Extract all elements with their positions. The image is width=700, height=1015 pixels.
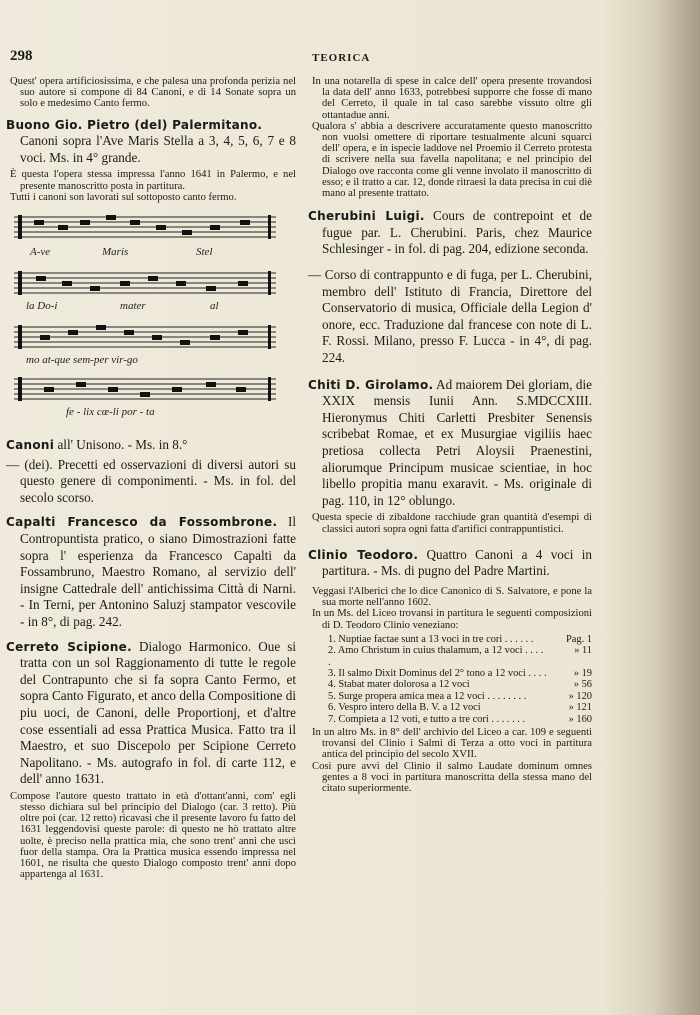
clinio-note-4: Così pure avvi del Clinio il salmo Laudate dominum omnes gentes a 8 voci in partitura manoscritta della stessa mano del citato superiormente.	[312, 760, 592, 794]
right-column	[308, 76, 592, 794]
clinio-note-1: Veggasi l'Alberici che lo dice Canonico di S. Salvatore, e pone la sua morte nell'anno 1602.	[312, 585, 592, 609]
lyric-5: mater	[120, 300, 146, 312]
list-item	[328, 634, 592, 645]
clinio-note-3: In un altro Ms. in 8° dell' archivio del Liceo a car. 109 e seguenti trovansi del Clinio i Salmi di Terza a otto voci in partitura antica del principio del secolo XVII.	[312, 726, 592, 761]
staff-2	[14, 273, 276, 293]
list-item	[328, 679, 592, 690]
entry-cherubini-2: — Corso di contrappunto e di fuga, per L. Cherubini, membro dell' Istituto di Francia, Direttore del Conservatorio di musica, Officiale della Legion d' onore, ecc. Traduzione dal francese con note di L. F. Rossi. Milano, presso F. Lucca - in 4°, di pag. 224.	[308, 267, 592, 365]
list-item-title: 2. Amo Christum in cuius thalamum, a 12 voci . . . . .	[328, 645, 544, 668]
list-item	[328, 645, 592, 668]
entry-heading: Cherubini Luigi.	[308, 209, 425, 224]
list-item	[328, 702, 592, 713]
entry-heading: Chiti D. Girolamo.	[308, 377, 434, 392]
list-item-page: » 121	[568, 702, 592, 714]
entry-body: Il Contropuntista pratico, o siano Dimostrazioni fatte sopra l' esperienza da Francesco Capalti da Fossambruno, Maestro Romano, al servizio dell' insigne Cattedrale dell' antichissima Città di Narni. - In Terni, per Antonino Saluzj stampator vescovile - in 8°, di pag. 242.	[20, 514, 296, 629]
lyric-4: la Do-i	[26, 300, 58, 312]
entry-canoni	[6, 437, 296, 454]
page-number: 298	[10, 48, 33, 64]
lyric-8: fe - lix cœ-li por - ta	[66, 406, 155, 418]
entry-cherubini	[308, 208, 592, 258]
intro-note: Quest' opera artificiosissima, e che palesa una profonda perizia nel suo autore si compone di 84 Canoni, e di 14 Sonate sopra un solo e medesimo Canto fermo.	[10, 76, 296, 110]
lyric-7: mo at-que sem-per vir-go	[26, 354, 138, 366]
list-item-page: » 160	[568, 713, 592, 725]
entry-chiti	[308, 377, 592, 510]
entry-heading: Cerreto Scipione.	[6, 639, 132, 654]
list-item	[328, 714, 592, 725]
list-item-title: 6. Vespro intero della B. V. a 12 voci	[328, 702, 481, 714]
list-item-title: 1. Nuptiae factae sunt a 13 voci in tre cori . . . . . .	[328, 633, 534, 645]
list-item-page: Pag. 1	[566, 633, 592, 645]
lyric-6: al	[210, 300, 219, 312]
staff-3	[14, 327, 276, 347]
entry-buono	[6, 117, 296, 167]
cerreto-note-3: Qualora s' abbia a descrivere accuratamente questo manoscritto non vuolsi omettere di riportare testualmente alcuni squarci dell' opera, e in ispecie laddove nel Proemio il Cerreto protesta di scrivere nella sua favella napolitana; e nel principio del Dialogo ove racconta come gli venne involato il manoscritto di esso; e il tratto a car. 12, donde ritraesi la data precisa in cui diè mano al presente trattato.	[312, 120, 592, 200]
list-item	[328, 691, 592, 702]
composition-list	[328, 634, 592, 725]
entry-body: all' Unisono. - Ms. in 8.°	[57, 437, 188, 452]
list-item-page: » 56	[573, 679, 592, 691]
cerreto-note-2: In una notarella di spese in calce dell' opera presente trovandosi la data dell' anno 1633, potrebbesi supporre che fosse di mano del Cerreto, il quale in tal caso sarebbe vissuto oltre gli ottantadue anni.	[312, 76, 592, 121]
entry-heading: Buono Gio. Pietro (del) Palermitano.	[6, 117, 263, 132]
clinio-note-2: In un Ms. del Liceo trovansi in partitura le seguenti composizioni di D. Teodoro Clinio veneziano:	[312, 608, 592, 631]
entry-clinio	[308, 547, 592, 580]
lyric-3: Stel	[196, 246, 213, 258]
list-item-title: 7. Compieta a 12 voti, e tutto a tre cori . . . . . . .	[328, 713, 526, 725]
entry-capalti	[6, 514, 296, 630]
chiti-note: Questa specie di zibaldone racchiude gran quantità d'esempi di classici autori sopra ogni fatta d'artifici contrappuntistici.	[312, 512, 592, 535]
entry-body: Cours de contrepoint et de fugue par. L. Cherubini. Paris, chez Maurice Schlesinger - in fol. di pag. 204, edizione seconda.	[322, 208, 592, 257]
entry-body: Ad maiorem Dei gloriam, die XXIX mensis Iunii Ann. S.MDCCXIII. Hieronymus Chiti Carletti Presbiter Senensis scribebat Romae, et ex Musurgiae vigiliis haec pretiosa collecta Petri Aloysii Praenestini, aliorumque Principum musicae scientiae, in hoc libello propitia manu exaravit. - Ms. originale di pag. 110, in 12° oblungo.	[322, 376, 592, 508]
list-item-page: » 120	[568, 690, 592, 702]
running-title: TEORICA	[312, 52, 371, 64]
cerreto-note: Compose l'autore questo trattato in età d'ottant'anni, com' egli stesso dichiara sul bel principio del Dialogo (car. 3 retto). Più oltre poi (car. 12 retto) ricavasi che il presente lavoro fu fatto del 1631 leggendovisi queste parole: di questo ne hò trattato altre uolte, è preciso nella prattica mia, che sono trent' anni che uscì fuor della stampa. Ora la Prattica musica essendo impressa nel 1601, ne risulta che questo Dialogo composto trent' anni dopo appartenga al 1631.	[10, 790, 296, 881]
left-column	[6, 76, 296, 881]
buono-note-1: È questa l'opera stessa impressa l'anno 1641 in Palermo, e nel presente manoscritto posta in partitura.	[10, 169, 296, 192]
entry-cerreto	[6, 639, 296, 788]
buono-note-2: Tutti i canoni son lavorati sul sottoposto canto fermo.	[10, 191, 237, 203]
entry-body: Quattro Canoni a 4 voci in partitura. - Ms. di pugno del Padre Martini.	[322, 546, 593, 579]
entry-heading: Canoni	[6, 438, 55, 452]
list-item-title: 5. Surge propera amica mea a 12 voci . . . . . . . .	[328, 690, 527, 702]
staff-1	[14, 217, 276, 237]
music-notation-figure	[10, 209, 280, 431]
list-item	[328, 668, 592, 679]
entry-canoni-dei: — (dei). Precetti ed osservazioni di diversi autori su questo genere di componimenti. - Ms. in fol. del secolo scorso.	[6, 456, 296, 505]
entry-body: Canoni sopra l'Ave Maris Stella a 3, 4, 5, 6, 7 e 8 voci. Ms. in 4° grande.	[20, 133, 296, 165]
entry-heading: Clinio Teodoro.	[308, 547, 419, 562]
list-item-page: » 19	[573, 667, 592, 679]
list-item-title: 3. Il salmo Dixit Dominus del 2° tono a 12 voci . . . .	[328, 667, 547, 679]
lyric-2: Maris	[102, 246, 129, 258]
lyric-1: A-ve	[30, 246, 51, 258]
list-item-page: » 11	[574, 645, 592, 657]
entry-body: Dialogo Harmonico. Oue si tratta con un sol Raggionamento di tutte le regole del Contrapunto che si fa sopra Canto Fermo, et sopra Canto Figurato, et anco della Compositione di piu uoci, de Canoni, delle Proportionj, et d'altre cose essentiali ad essa Prattica Musica. Fatto tra il Maestro, et suo Discepolo per Scipione Cerreto Napolitano. - Ms. autografo in fol. di carte 112, e dell' anno 1631.	[20, 638, 297, 787]
entry-heading: Capalti Francesco da Fossombrone.	[6, 515, 278, 530]
list-item-title: 4. Stabat mater dolorosa a 12 voci	[328, 679, 470, 691]
